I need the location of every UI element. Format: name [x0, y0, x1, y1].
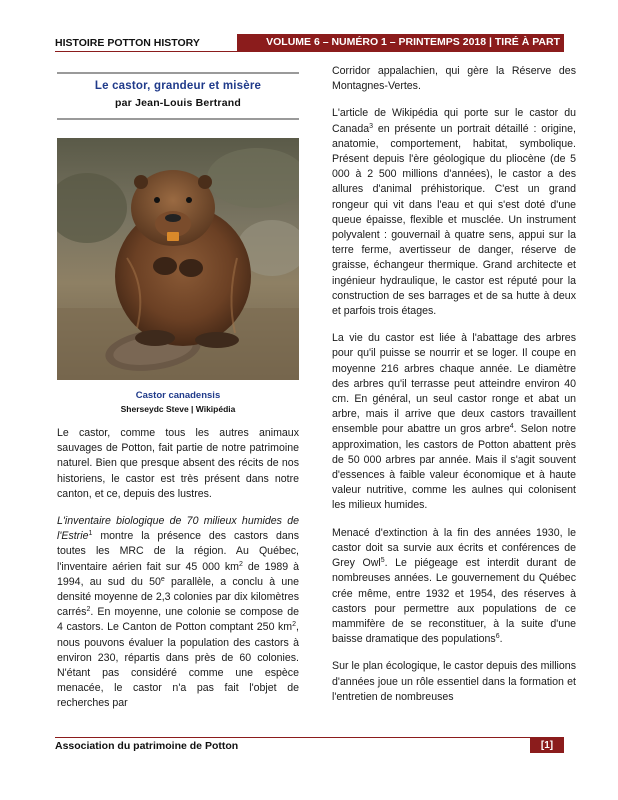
- header-rule: [55, 51, 564, 52]
- footnote-ref: 6: [495, 633, 500, 641]
- title-bottom-rule: [57, 118, 299, 120]
- paragraph: [332, 331, 576, 513]
- text-run: . Le piégeage est interdit durant de nombreuses années. Le gouvernement du Québec crée même, entre 1932 et 1954, des réserves à castors pour permettre aux populations de ce mammifère de se reconstituer, à la suite d'une baisse dramatique des populations: [332, 557, 576, 646]
- footnote-ref: 4: [509, 423, 514, 431]
- beaver-photo: [57, 138, 299, 380]
- paragraph: [57, 514, 299, 712]
- footnote-ref: 2: [86, 606, 91, 614]
- text-run: . En moyenne, une colonie se compose de 4 castors. Le Canton de Potton comptant 250 km: [57, 606, 299, 634]
- left-column: [57, 426, 299, 724]
- paragraph: [332, 106, 576, 319]
- paragraph: Corridor appalachien, qui gère la Réserve des Montagnes-Vertes.: [332, 65, 576, 93]
- inventory-title: L'inventaire biologique de 70 milieux humides de l'Estrie: [57, 515, 299, 543]
- superscript: e: [160, 575, 165, 583]
- footnote-ref: 1: [88, 530, 93, 538]
- text-run: en présente un portrait détaillé : origine, anatomie, comportement, habitat, symbolique. Présent depuis l'ère géologique du pliocène (de 5 000 à 2 500 millions d'années), le castor a des allures d'animal préhistorique. C'est un grand rongeur qui vit dans l'eau et qui s'est doté d'une queue épaisse, flexible et musclée. Un instrument polyvalent : gouvernail à quatre sens, appui sur la terre ferme, avertisseur de danger, réserve de graisse, échangeur thermique. Grand architecte et ingénieur hydraulique, le castor est réputé pour la construction de ses barrages et de sa hutte à deux et parfois trois étages.: [332, 122, 576, 318]
- footer-rule: [55, 737, 564, 738]
- paragraph: Sur le plan écologique, le castor depuis des millions d'années joue un rôle essentiel dans la formation et l'entretien de nombreuses: [332, 660, 576, 703]
- right-column: [332, 64, 576, 717]
- text-run: parallèle, a conclu à une densité moyenne de 2,3 colonies par dix kilomètres carrés: [57, 575, 300, 619]
- superscript: 2: [292, 621, 297, 629]
- text-run: montre la présence des castors dans toutes les MRC de la région. Au Québec, l'inventaire aérien fait sur 45 000 km: [57, 530, 299, 573]
- paragraph: [332, 526, 576, 648]
- issue-banner: VOLUME 6 – NUMÉRO 1 – PRINTEMPS 2018 | TIRÉ À PART: [237, 34, 564, 51]
- figure-credit: Sherseydc Steve | Wikipédia: [120, 404, 236, 414]
- paragraph: Le castor, comme tous les autres animaux sauvages de Potton, fait partie de notre patrimoine naturel. Bien que presque absent des récits de nos historiens, le castor est très présent dans notre canton, et ce, depuis des lustres.: [57, 427, 299, 500]
- text-run: L'article de Wikipédia qui porte sur le castor du Canada: [332, 107, 576, 135]
- text-run: .: [499, 633, 503, 646]
- running-header-title: HISTOIRE POTTON HISTORY: [55, 37, 200, 49]
- footer-publisher: Association du patrimoine de Potton: [55, 740, 239, 752]
- text-run: Menacé d'extinction à la fin des années 1930, le castor doit sa survie aux écrits et conférences de Grey Owl: [332, 526, 576, 570]
- page-number: [1]: [530, 738, 564, 753]
- superscript: 2: [238, 560, 243, 568]
- article-title: Le castor, grandeur et misère: [94, 80, 262, 92]
- text-run: La vie du castor est liée à l'abattage des arbres pour qu'il puisse se nourrir et se loger. Il coupe en moyenne 216 arbres chaque année. Le diamètre des arbres qu'il terrasse peut atteindre environ 40 cm. En général, un seul castor ronge et abat un arbre, mais il arrive que deux castors travaillent ensemble pour abattre un gros arbre: [332, 332, 576, 436]
- title-top-rule: [57, 72, 299, 74]
- text-run: , nous pouvons évaluer la population des castors à environ 230, répartis dans près de 60 colonies. N'étant pas considéré comme une espèce menacée, le castor n'a pas fait l'objet de recherches par: [57, 621, 299, 710]
- footnote-ref: 3: [369, 122, 374, 130]
- footnote-ref: 5: [380, 557, 385, 565]
- text-run: . Selon notre approximation, les castors de Potton abattent près de 50 000 arbres par année. Mais il s'agit souvent d'essences à faible valeur économique et à haute valeur nutritive, comme les aulnes qui colonisent les milieux humides.: [332, 423, 576, 512]
- figure-caption: Castor canadensis: [135, 390, 221, 401]
- text-run: de 1989 à 1994, au sud du 50: [57, 560, 299, 588]
- article-author: par Jean-Louis Bertrand: [115, 97, 241, 109]
